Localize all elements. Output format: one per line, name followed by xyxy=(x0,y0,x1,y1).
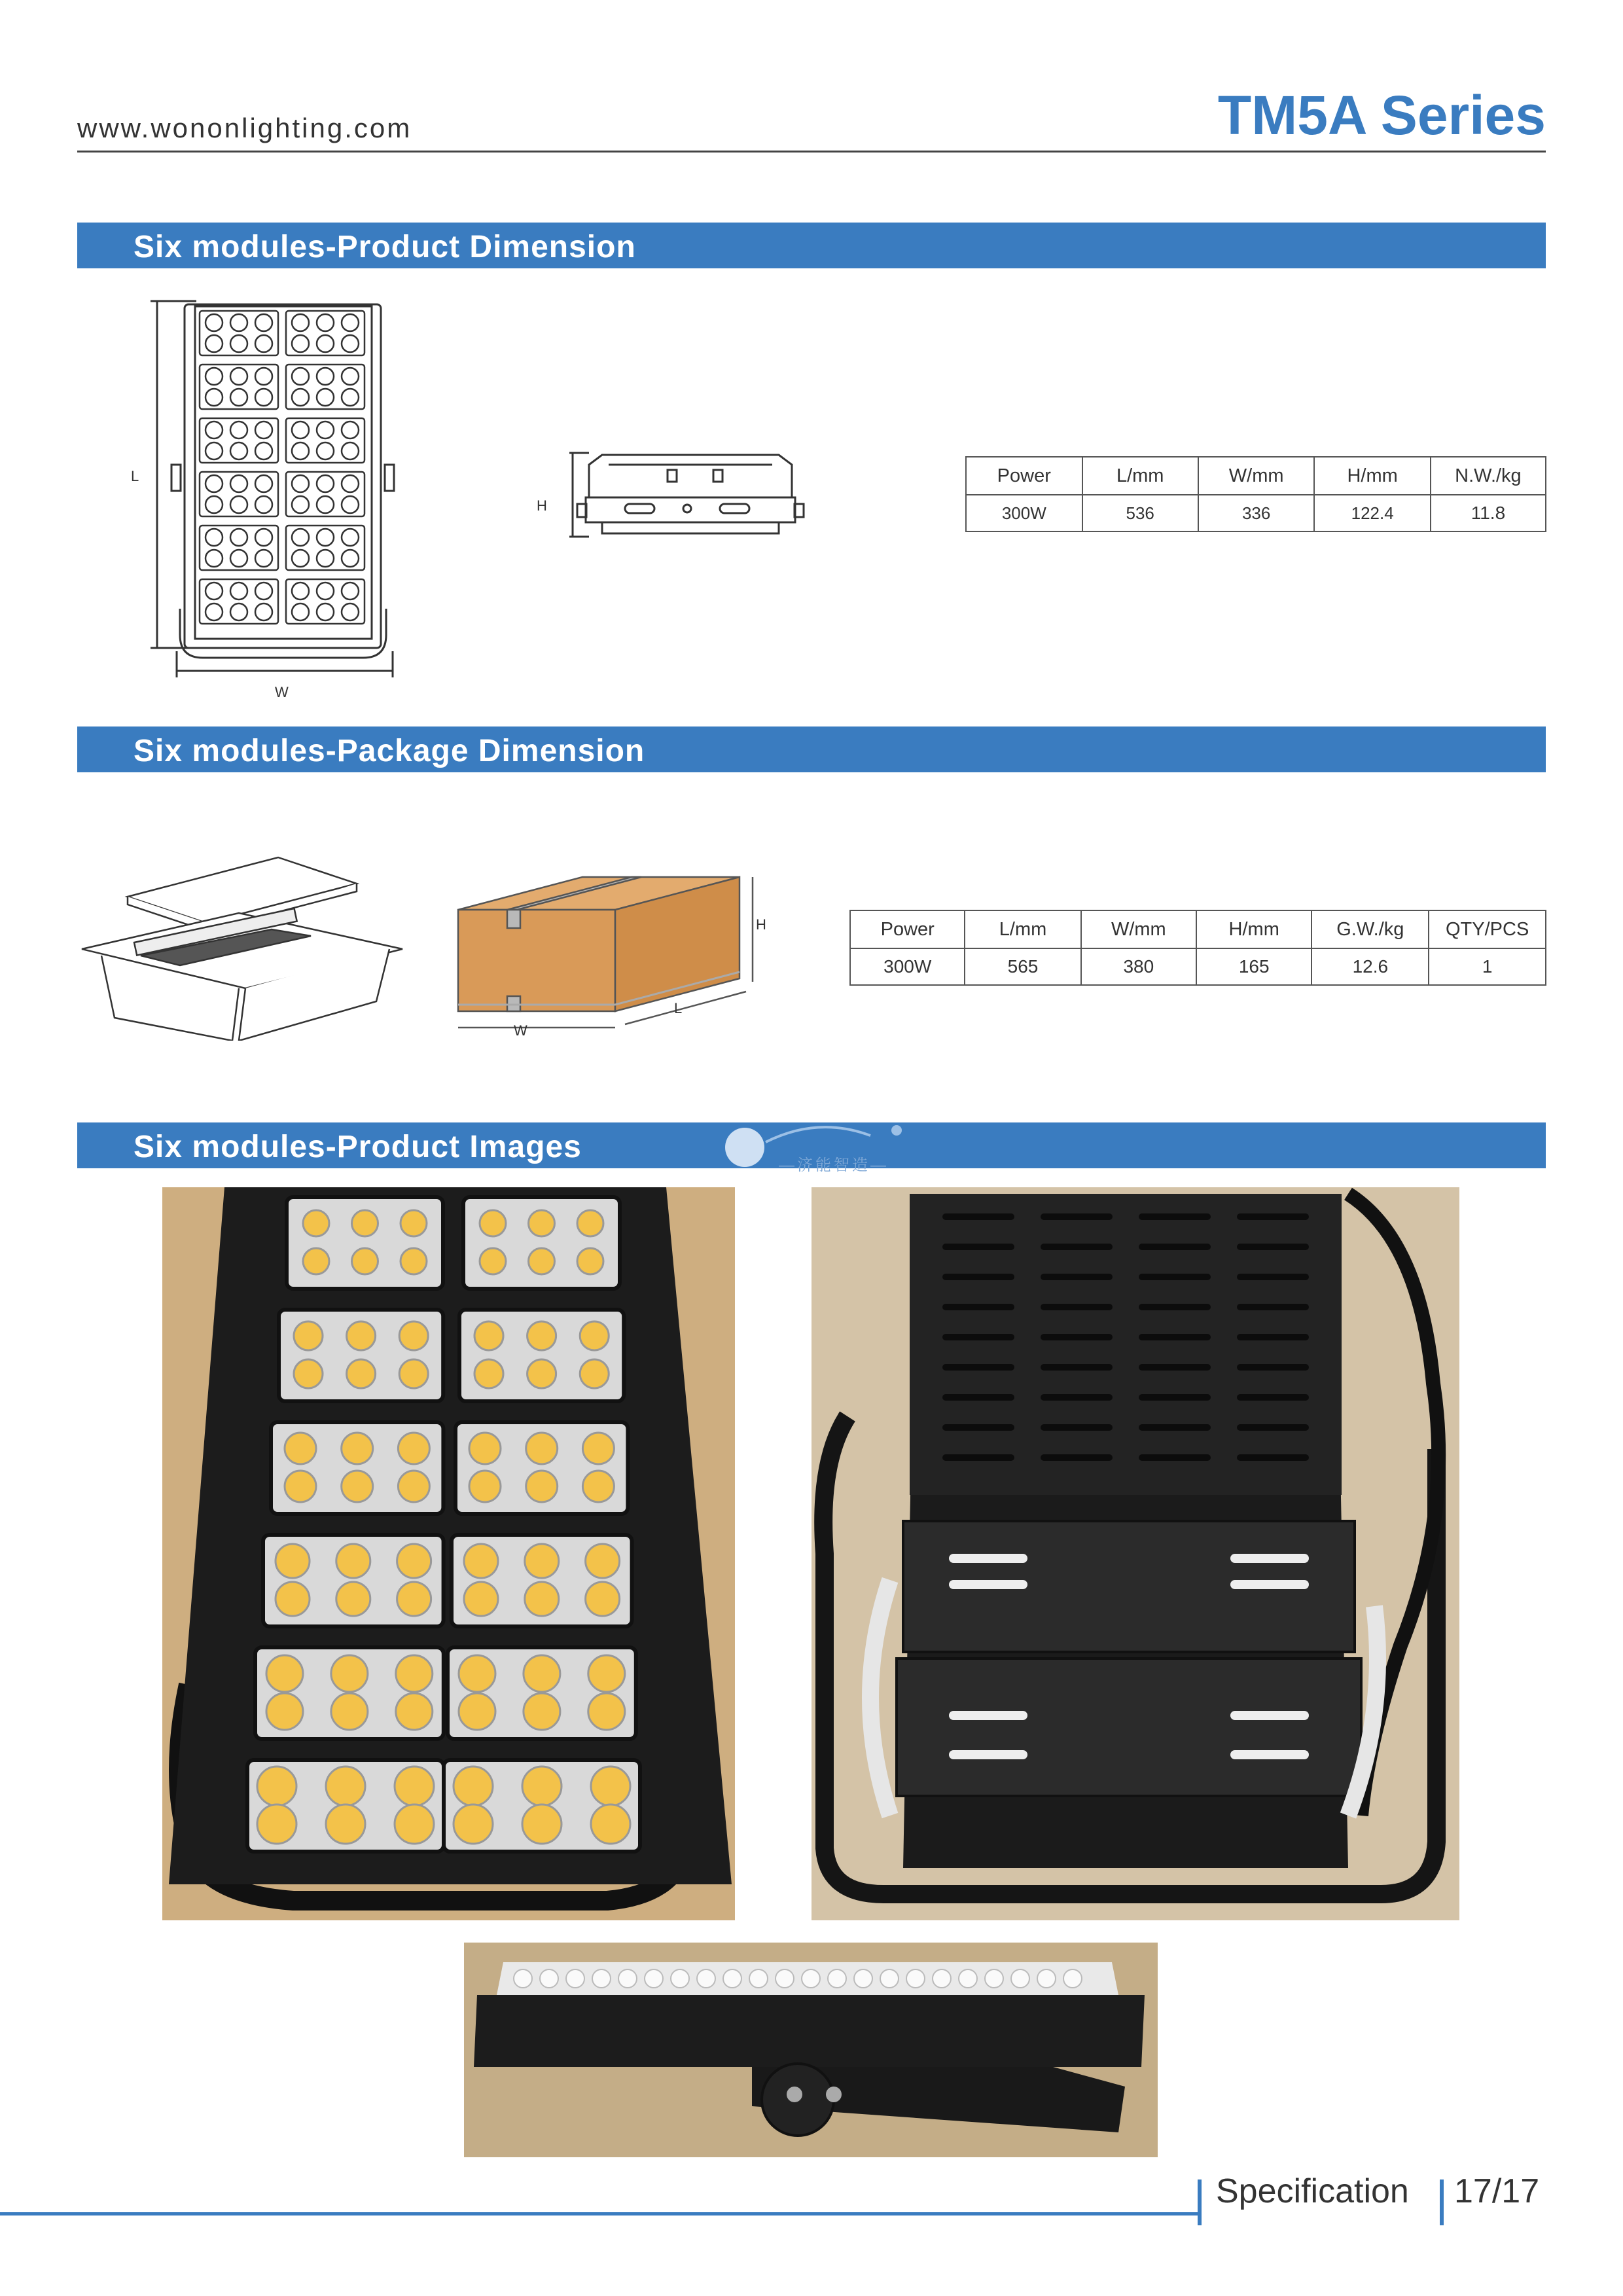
section-title: Six modules-Product Dimension xyxy=(134,230,636,264)
table-cell: 165 xyxy=(1196,948,1311,985)
product-photo-back xyxy=(812,1187,1459,1920)
section-bar-product-dimension xyxy=(77,223,1546,268)
package-carton-drawing xyxy=(452,870,759,1041)
section-title: Six modules-Product Images xyxy=(134,1130,582,1164)
product-photo-front xyxy=(162,1187,735,1920)
width-label: W xyxy=(275,684,289,700)
table-cell: 1 xyxy=(1429,948,1546,985)
height-label: H xyxy=(537,497,547,514)
section-title: Six modules-Package Dimension xyxy=(134,734,645,768)
package-exploded-drawing xyxy=(75,851,416,1041)
table-header: H/mm xyxy=(1314,457,1430,495)
table-cell: 336 xyxy=(1198,495,1315,531)
footer-label: Specification xyxy=(1216,2172,1409,2210)
table-cell: 300W xyxy=(966,495,1082,531)
watermark-text: —济能智造— xyxy=(779,1157,889,1174)
package-length-label: L xyxy=(674,1000,683,1016)
table-cell: 565 xyxy=(965,948,1080,985)
table-cell: 300W xyxy=(850,948,965,985)
product-front-drawing xyxy=(124,295,406,713)
table-header: G.W./kg xyxy=(1311,910,1429,948)
table-header: W/mm xyxy=(1081,910,1196,948)
table-header: L/mm xyxy=(965,910,1080,948)
footer-divider xyxy=(1440,2179,1444,2225)
table-header: H/mm xyxy=(1196,910,1311,948)
package-height-label: H xyxy=(756,916,766,933)
product-dimension-table xyxy=(965,456,1546,532)
length-label: L xyxy=(131,468,139,484)
table-header: N.W./kg xyxy=(1431,457,1546,495)
table-row xyxy=(966,495,1546,531)
table-cell: 122.4 xyxy=(1314,495,1430,531)
header-rule xyxy=(77,151,1546,152)
table-header-row xyxy=(850,910,1546,948)
product-photo-side xyxy=(464,1943,1158,2157)
table-cell: 536 xyxy=(1082,495,1198,531)
website-url: www.wononlighting.com xyxy=(77,113,412,143)
table-header-row xyxy=(966,457,1546,495)
table-header: Power xyxy=(966,457,1082,495)
package-dimension-table xyxy=(849,910,1546,986)
table-header: QTY/PCS xyxy=(1429,910,1546,948)
table-row xyxy=(850,948,1546,985)
footer-rule xyxy=(0,2212,1198,2215)
table-cell: 12.6 xyxy=(1311,948,1429,985)
product-side-drawing xyxy=(569,445,805,543)
table-cell: 380 xyxy=(1081,948,1196,985)
table-header: W/mm xyxy=(1198,457,1315,495)
table-cell: 11.8 xyxy=(1431,495,1546,531)
section-bar-package-dimension xyxy=(77,726,1546,772)
footer-divider xyxy=(1198,2179,1202,2225)
series-title: TM5A Series xyxy=(1217,84,1546,146)
package-width-label: W xyxy=(514,1022,527,1039)
table-header: L/mm xyxy=(1082,457,1198,495)
page-number: 17/17 xyxy=(1454,2172,1540,2210)
table-header: Power xyxy=(850,910,965,948)
